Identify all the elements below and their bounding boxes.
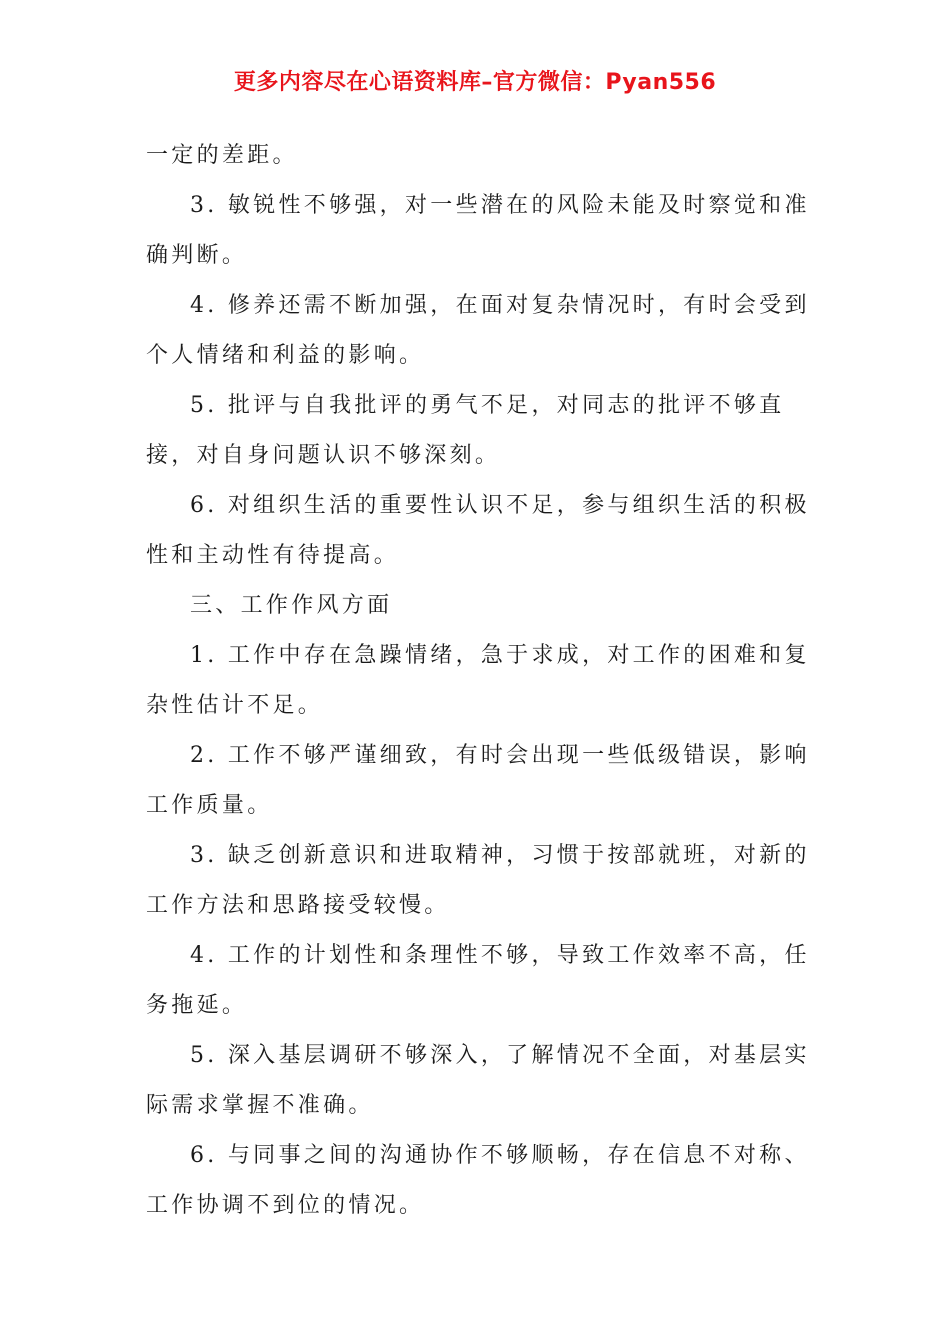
section-heading-work-style: 三、工作作风方面 <box>190 593 393 618</box>
paragraph-continuation: 一定的差距。 <box>146 143 298 168</box>
paragraph-work-3: 3. 缺乏创新意识和进取精神，习惯于按部就班，对新的工作方法和思路接受较慢。 <box>146 843 810 918</box>
paragraph-item-4: 4. 修养还需不断加强，在面对复杂情况时，有时会受到个人情绪和利益的影响。 <box>146 293 810 368</box>
paragraph-item-6: 6. 对组织生活的重要性认识不足，参与组织生活的积极性和主动性有待提高。 <box>146 493 810 568</box>
paragraph-work-5: 5. 深入基层调研不够深入，了解情况不全面，对基层实际需求掌握不准确。 <box>146 1043 810 1118</box>
paragraph-item-3: 3. 敏锐性不够强，对一些潜在的风险未能及时察觉和准确判断。 <box>146 193 810 268</box>
paragraph-work-2: 2. 工作不够严谨细致，有时会出现一些低级错误，影响工作质量。 <box>146 743 810 818</box>
document-body <box>146 131 826 1231</box>
paragraph-item-5: 5. 批评与自我批评的勇气不足，对同志的批评不够直接，对自身问题认识不够深刻。 <box>146 393 785 468</box>
watermark-header: 更多内容尽在心语资料库–官方微信：Pyan556 <box>233 70 717 95</box>
paragraph-work-6: 6. 与同事之间的沟通协作不够顺畅，存在信息不对称、工作协调不到位的情况。 <box>146 1143 810 1218</box>
paragraph-work-1: 1. 工作中存在急躁情绪，急于求成，对工作的困难和复杂性估计不足。 <box>146 643 810 718</box>
paragraph-work-4: 4. 工作的计划性和条理性不够，导致工作效率不高，任务拖延。 <box>146 943 810 1018</box>
